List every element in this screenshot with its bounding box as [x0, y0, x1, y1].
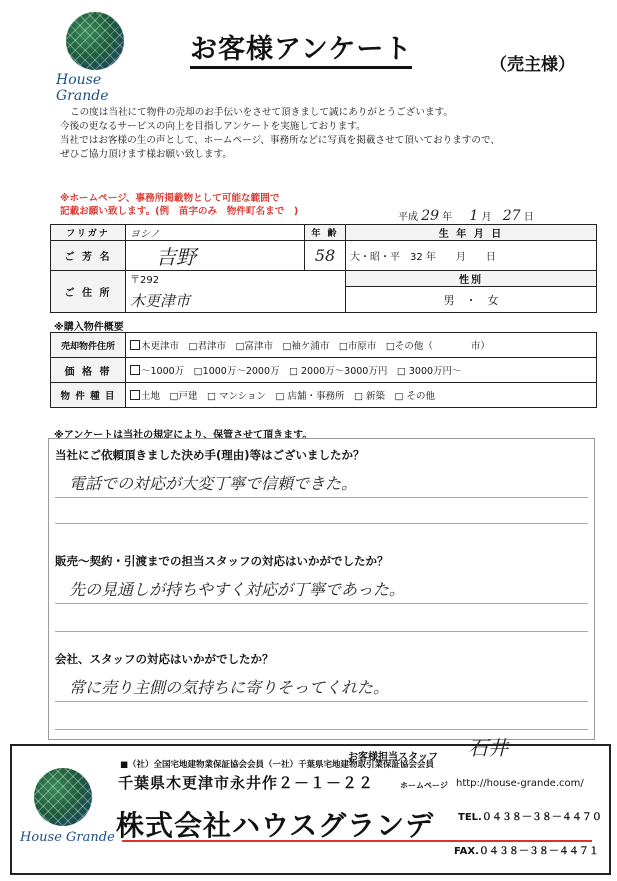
address-value: 木更津市 [130, 292, 191, 310]
notice-line: ※ホームページ、事務所掲載物として可能な範囲で [60, 193, 280, 204]
date-era: 平成 [398, 212, 418, 223]
date-month: 1 [469, 208, 479, 224]
checkbox-checked-icon[interactable] [130, 340, 140, 350]
furigana-label: フリガナ [51, 225, 126, 241]
date-month-unit: 月 [481, 212, 492, 223]
checkbox-checked-icon[interactable] [130, 390, 140, 400]
intro-line: 当社ではお客様の生の声として、ホームページ、事務所などに写真を掲載させて頂いておりますので、 [60, 135, 500, 146]
logo-text: House Grande [56, 72, 109, 104]
intro-line: この度は当社にて物件の売却のお手伝いをさせて頂きまして誠にありがとうございます。 [70, 107, 453, 118]
footer-address: 千葉県木更津市永井作２－１－２２ [118, 774, 375, 792]
logo-globe-icon [66, 12, 124, 70]
furigana-field[interactable]: ヨシノ [126, 225, 305, 241]
type-options[interactable] [126, 383, 597, 408]
price-label: 価 格 帯 [51, 358, 126, 383]
answer-1[interactable]: 電話での対応が大変丁寧で信頼できた。 [69, 474, 358, 493]
header-logo [56, 12, 130, 104]
age-field[interactable]: 58 [305, 241, 346, 271]
name-label: ご 芳 名 [51, 241, 126, 271]
page-title: お客様アンケート [190, 34, 412, 69]
property-section-title: ※購入物件概要 [54, 322, 124, 333]
intro-line: 今後の更なるサービスの向上を目指しアンケートを実施しております。 [60, 121, 366, 132]
footer-homepage-label: ホームページ [400, 781, 448, 790]
notice-line: 記載お願い致します。(例 苗字のみ 物件町名まで ) [60, 206, 299, 217]
date-day-unit: 日 [523, 212, 534, 223]
price-options-text: ～1000万 □1000万～2000万 □ 2000万～3000万円 □ 3000万円～ [141, 366, 462, 377]
logo-globe-icon [34, 768, 92, 826]
gender-label: 性別 [346, 271, 597, 287]
survey-notice: ※アンケートは当社の規定により、保管させて頂きます。 [54, 430, 313, 441]
age-label: 年 齢 [305, 225, 346, 241]
page-subtitle: （売主様） [490, 55, 575, 75]
gender-field[interactable]: 男 ・ 女 [346, 287, 597, 313]
footer-homepage-link[interactable]: http://house-grande.com/ [456, 778, 584, 789]
postal-code: 〒292 [130, 275, 160, 286]
question-2: 販売～契約・引渡までの担当スタッフの対応はいかがでしたか？ [55, 554, 389, 568]
survey-date [398, 208, 534, 224]
location-options-text: 木更津市 □君津市 □富津市 □袖ケ浦市 □市原市 □その他（ 市） [141, 341, 490, 352]
date-year: 29 [421, 208, 440, 224]
footer-logo-text: House Grande [20, 830, 115, 845]
intro-text [60, 106, 600, 162]
staff-label: お客様担当スタッフ [348, 752, 438, 763]
location-label: 売却物件住所 [51, 333, 126, 358]
survey-box [48, 438, 595, 740]
answer-2[interactable]: 先の見通しが持ちやすく対応が丁寧であった。 [69, 580, 405, 599]
type-label: 物 件 種 目 [51, 383, 126, 408]
type-options-text: 土地 □戸建 □ マンション □ 店舗・事務所 □ 新築 □ その他 [141, 391, 436, 402]
answer-3[interactable]: 常に売り主側の気持ちに寄りそってくれた。 [69, 678, 390, 697]
location-options[interactable] [126, 333, 597, 358]
footer-company-name: 株式会社ハウスグランデ [116, 809, 435, 842]
footer-tel: TEL.０４３８－３８－４４７０ [458, 812, 602, 823]
question-3: 会社、スタッフの対応はいかがでしたか？ [55, 652, 274, 666]
intro-line: ぜひご協力頂けます様お願い致します。 [60, 149, 232, 160]
date-day: 27 [502, 208, 521, 224]
address-field[interactable] [126, 271, 346, 313]
footer-associations: ■（社）全国宅地建物業保証協会会員（一社）千葉県宅地建物取引業保証協会会員 [120, 760, 435, 770]
publish-notice [60, 192, 390, 218]
birth-field[interactable]: 大・昭・平 32 年 月 日 [346, 241, 597, 271]
price-options[interactable] [126, 358, 597, 383]
staff-signature: 石井 [468, 736, 508, 760]
date-year-unit: 年 [442, 212, 453, 223]
footer-box [10, 744, 611, 875]
footer-red-rule [122, 840, 592, 842]
property-table [50, 332, 597, 408]
address-label: ご 住 所 [51, 271, 126, 313]
birth-label: 生 年 月 日 [346, 225, 597, 241]
footer-logo [20, 768, 115, 868]
question-1: 当社にご依頼頂きました決め手(理由)等はございましたか？ [55, 448, 365, 462]
footer-fax: FAX.０４３８－３８－４４７１ [454, 846, 599, 857]
checkbox-checked-icon[interactable] [130, 365, 140, 375]
name-field[interactable]: 吉野 [126, 241, 305, 271]
customer-table [50, 224, 597, 313]
